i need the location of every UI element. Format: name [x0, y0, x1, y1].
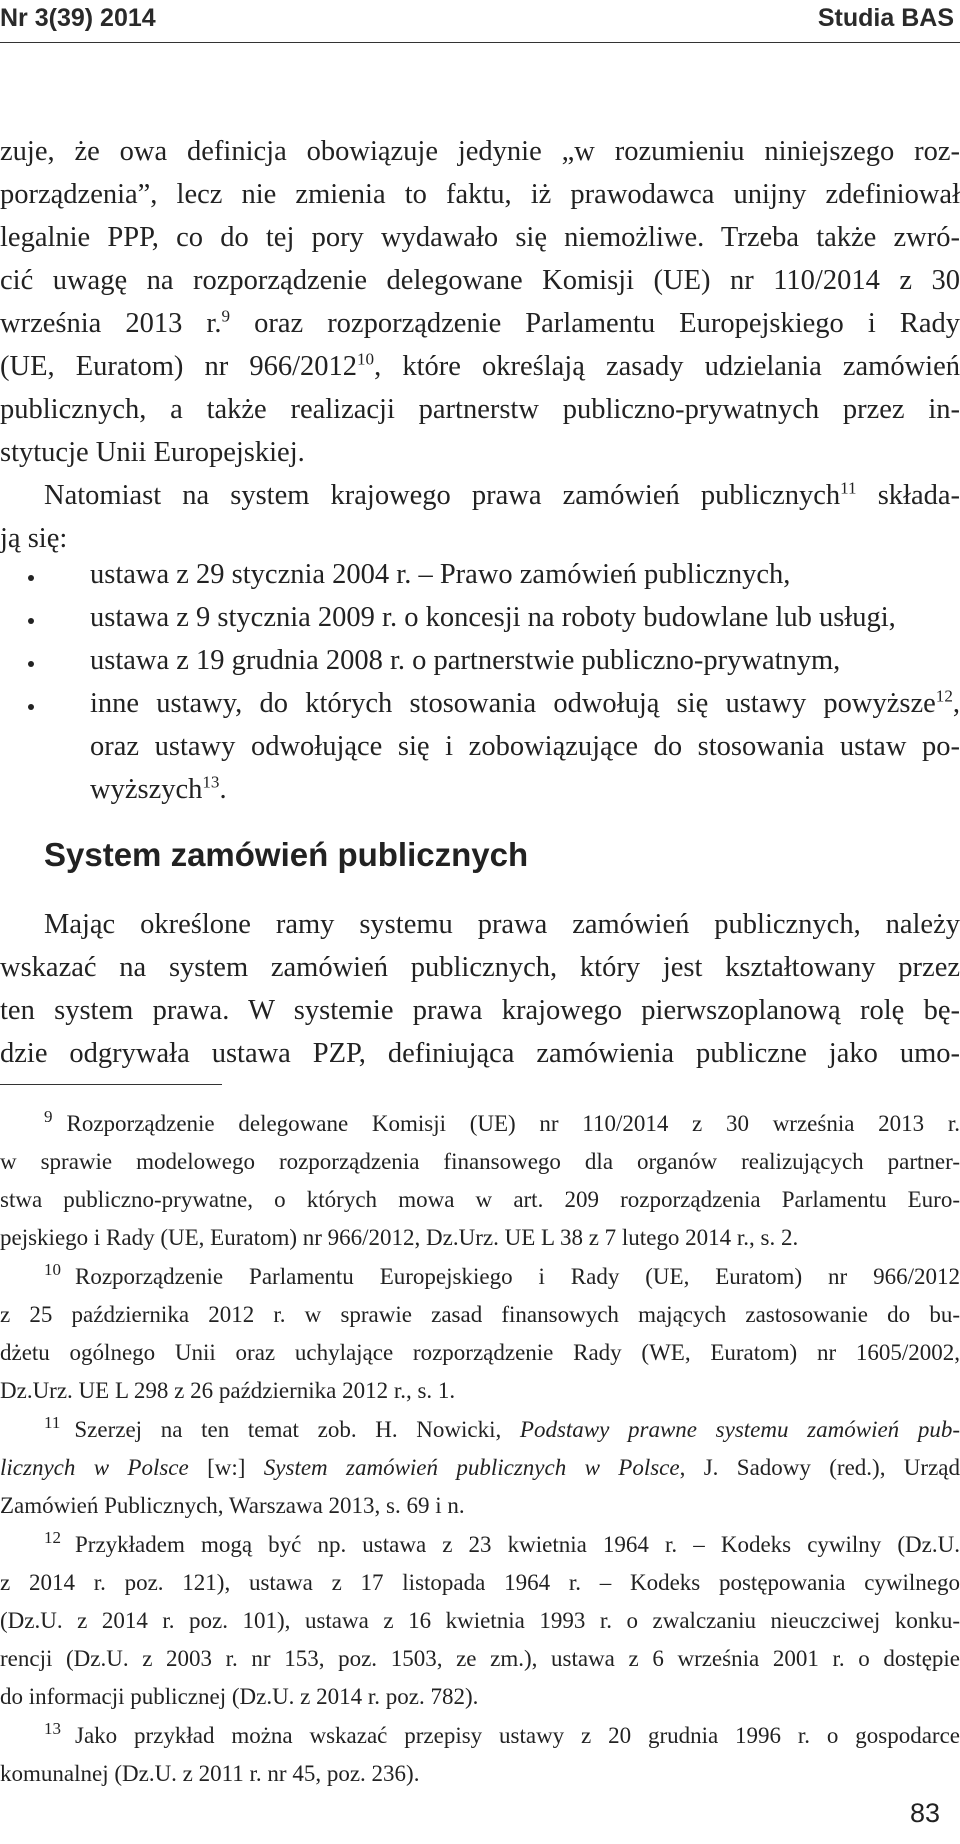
footnote-ref-9[interactable]: 9 [221, 306, 231, 326]
footnote-separator [0, 1084, 222, 1085]
italic-title: Podstawy prawne systemu zamówień pub- [519, 1417, 960, 1442]
italic-title: System zamówień publicznych w Polsce [263, 1455, 680, 1480]
text-span: oraz rozporządzenie Parlamentu Europejskiego i Rady [230, 308, 960, 339]
footnote-line: dżetu ogólnego Unii oraz uchylające rozporządzenie Rady (WE, Euratom) nr 1605/2002, [0, 1340, 960, 1365]
footnote-ref-11[interactable]: 11 [840, 478, 857, 498]
running-header [0, 0, 960, 43]
text-span: Natomiast na system krajowego prawa zamówień publicznych [44, 480, 841, 511]
footnote-11: 11 Szerzej na ten temat zob. H. Nowicki, Podstawy prawne systemu zamówień pub- [44, 1413, 960, 1442]
text-line: publicznych, a także realizacji partnerstw publiczno-prywatnych przez in- [0, 394, 960, 425]
text-line [0, 474, 960, 517]
text-line: Mając określone ramy systemu prawa zamówień publicznych, należy [44, 909, 960, 940]
text-line: zuje, że owa definicja obowiązuje jedynie „w rozumieniu niniejszego roz- [0, 136, 960, 167]
text-line [0, 345, 960, 388]
footnote-line: komunalnej (Dz.U. z 2011 r. nr 45, poz. 236). [0, 1761, 420, 1786]
text-line [0, 302, 960, 345]
text-line: stytucje Unii Europejskiej. [0, 437, 305, 468]
list-item: ustawa z 29 stycznia 2004 r. – Prawo zamówień publicznych, [90, 559, 791, 590]
footnote-ref-10[interactable]: 10 [357, 349, 375, 369]
footnote-line: z 25 października 2012 r. w sprawie zasad finansowych mających zastosowanie do bu- [0, 1302, 960, 1327]
text-line: legalnie PPP, co do tej pory wydawało się niemożliwe. Trzeba także zwró- [0, 222, 960, 253]
footnote-ref-12[interactable]: 12 [935, 686, 953, 706]
footnote-line: w sprawie modelowego rozporządzenia finansowego dla organów realizujących partner- [0, 1149, 960, 1174]
footnote-line: rencji (Dz.U. z 2003 r. nr 153, poz. 1503, ze zm.), ustawa z 6 września 2001 r. o dostępie [0, 1646, 960, 1671]
footnote-ref-13[interactable]: 13 [202, 772, 220, 792]
text-span: , które określają zasady udzielania zamówień [374, 351, 960, 382]
section-heading: System zamówień publicznych [44, 836, 529, 873]
footnote-line: stwa publiczno-prywatne, o których mowa w art. 209 rozporządzenia Parlamentu Euro- [0, 1187, 960, 1212]
footnote-line: do informacji publicznej (Dz.U. z 2014 r. poz. 782). [0, 1684, 479, 1709]
text-span: . [219, 774, 227, 805]
list-item [90, 682, 960, 725]
text-line: porządzenia”, lecz nie zmienia to faktu, iż prawodawca unijny zdefiniował [0, 179, 960, 210]
text-span: Rozporządzenie Parlamentu Europejskiego i Rady (UE, Euratom) nr 966/2012 [75, 1264, 960, 1289]
text-span: (UE, Euratom) nr 966/2012 [0, 351, 357, 382]
text-line: dzie odgrywała ustawa PZP, definiująca zamówienia publiczne jako umo- [0, 1038, 960, 1069]
text-span: wyższych [90, 774, 203, 805]
footnote-line: z 2014 r. poz. 121), ustawa z 17 listopada 1964 r. – Kodeks postępowania cywilnego [0, 1570, 960, 1595]
footnote-line: pejskiego i Rady (UE, Euratom) nr 966/2012, Dz.Urz. UE L 38 z 7 lutego 2014 r., s. 2. [0, 1225, 799, 1250]
text-line: wskazać na system zamówień publicznych, który jest kształtowany przez [0, 952, 960, 983]
footnote-10: 10 Rozporządzenie Parlamentu Europejskiego i Rady (UE, Euratom) nr 966/2012 [44, 1260, 960, 1289]
list-item-continuation: oraz ustawy odwołujące się i zobowiązujące do stosowania ustaw po- [90, 731, 960, 762]
text-span: , J. Sadowy (red.), Urząd [679, 1455, 960, 1480]
footnote-line: (Dz.U. z 2014 r. poz. 101), ustawa z 16 kwietnia 1993 r. o zwalczaniu nieuczciwej konku- [0, 1608, 960, 1633]
footnote-9: 9 Rozporządzenie delegowane Komisji (UE) nr 110/2014 z 30 września 2013 r. [44, 1107, 960, 1136]
text-span: inne ustawy, do których stosowania odwołują się ustawy powyższe [90, 688, 936, 719]
issue-label: Nr 3(39) 2014 [0, 4, 156, 32]
text-span: Szerzej na ten temat zob. H. Nowicki, [74, 1417, 520, 1442]
bullet-icon [28, 704, 34, 710]
footnote-line: Dz.Urz. UE L 298 z 26 października 2012 r., s. 1. [0, 1378, 456, 1403]
text-span: Przykładem mogą być np. ustawa z 23 kwietnia 1964 r. – Kodeks cywilny (Dz.U. [75, 1532, 960, 1557]
text-line: ją się: [0, 523, 68, 554]
text-line: ten system prawa. W systemie prawa krajowego pierwszoplanową rolę bę- [0, 995, 960, 1026]
text-span: września 2013 r. [0, 308, 222, 339]
journal-title: Studia BAS [817, 4, 954, 32]
text-span: Rozporządzenie delegowane Komisji (UE) nr 110/2014 z 30 września 2013 r. [66, 1111, 960, 1136]
text-span: [w:] [188, 1455, 264, 1480]
bullet-icon [28, 661, 34, 667]
text-span: składa- [856, 480, 960, 511]
footnote-13: 13 Jako przykład można wskazać przepisy ustawy z 20 grudnia 1996 r. o gospodarce [44, 1719, 960, 1748]
text-span: , [952, 688, 960, 719]
text-line: cić uwagę na rozporządzenie delegowane Komisji (UE) nr 110/2014 z 30 [0, 265, 960, 296]
footnote-line [0, 1449, 960, 1487]
italic-title: licznych w Polsce [0, 1455, 189, 1480]
footnote-line: Zamówień Publicznych, Warszawa 2013, s. 69 i n. [0, 1493, 465, 1518]
bullet-icon [28, 618, 34, 624]
list-item: ustawa z 9 stycznia 2009 r. o koncesji na roboty budowlane lub usługi, [90, 602, 896, 633]
page-number: 83 [909, 1798, 940, 1828]
footnote-12: 12 Przykładem mogą być np. ustawa z 23 kwietnia 1964 r. – Kodeks cywilny (Dz.U. [44, 1528, 960, 1557]
list-item: ustawa z 19 grudnia 2008 r. o partnerstwie publiczno-prywatnym, [90, 645, 841, 676]
text-span: Jako przykład można wskazać przepisy ustawy z 20 grudnia 1996 r. o gospodarce [75, 1723, 960, 1748]
bullet-icon [28, 575, 34, 581]
list-item-continuation [90, 768, 960, 811]
